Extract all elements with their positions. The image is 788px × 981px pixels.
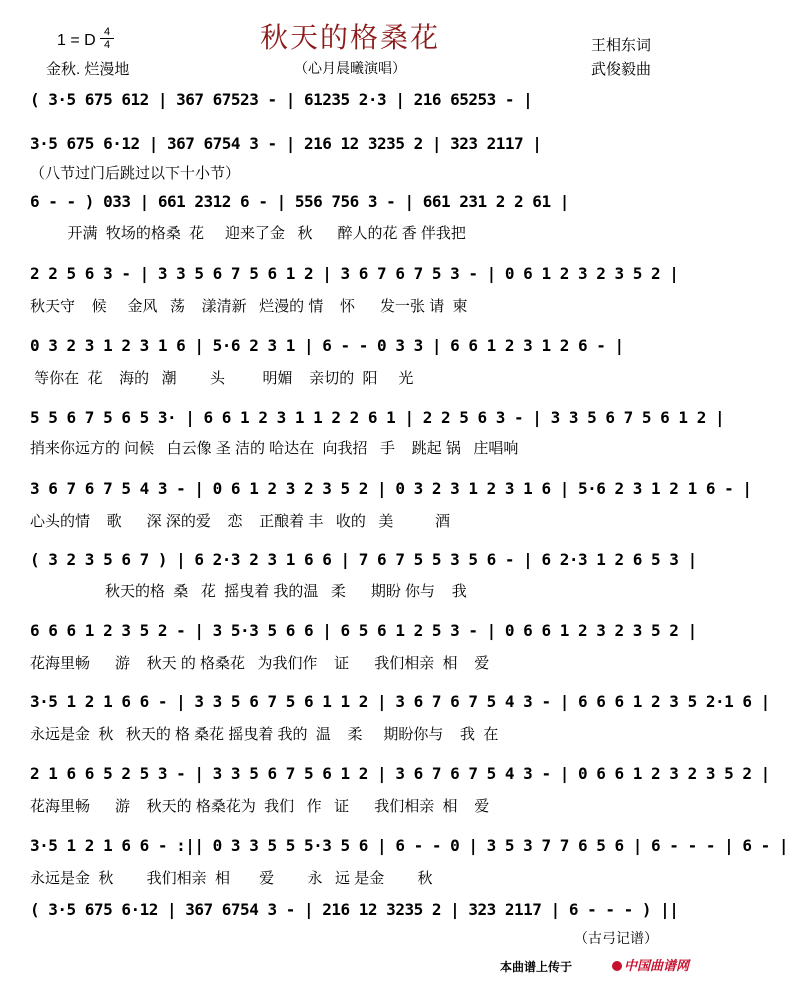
lyric-row: 秋天守 候 金风 荡 漾清新 烂漫的 情 怀 发一张 请 柬 (30, 298, 468, 315)
notation-row: 6 6 6 1 2 3 5 2 - | 3 5·3 5 6 6 | 6 5 6 1 2 5 3 - | 0 6 6 1 2 3 2 3 5 2 | (30, 621, 697, 640)
logo-icon (612, 961, 622, 971)
time-signature (100, 27, 114, 50)
singer-credit: （心月晨曦演唱） (294, 60, 406, 76)
tempo-marking: 金秋. 烂漫地 (46, 61, 130, 78)
notation-row: ( 3 2 3 5 6 7 ) | 6 2·3 2 3 1 6 6 | 7 6 7 5 5 3 5 6 - | 6 2·3 1 2 6 5 3 | (30, 550, 697, 569)
notation-row: 6 - - ) 033 | 661 2312 6 - | 556 756 3 - | 661 231 2 2 61 | (30, 192, 569, 211)
lyric-row: 花海里畅 游 秋天 的 格桑花 为我们作 证 我们相亲 相 爱 (30, 655, 490, 672)
notation-row: 3·5 1 2 1 6 6 - | 3 3 5 6 7 5 6 1 1 2 | 3 6 7 6 7 5 4 3 - | 6 6 6 1 2 3 5 2·1 6 | (30, 692, 770, 711)
notation-row: 3·5 1 2 1 6 6 - :|| 0 3 3 5 5 5·3 5 6 | 6 - - 0 | 3 5 3 7 7 6 5 6 | 6 - - - | 6 - | (30, 836, 788, 855)
notation-row: 2 1 6 6 5 2 5 3 - | 3 3 5 6 7 5 6 1 2 | 3 6 7 6 7 5 4 3 - | 0 6 6 1 2 3 2 3 5 2 | (30, 764, 770, 783)
notation-row: 5 5 6 7 5 6 5 3· | 6 6 1 2 3 1 1 2 2 6 1 | 2 2 5 6 3 - | 3 3 5 6 7 5 6 1 2 | (30, 408, 725, 427)
lyric-row: 捎来你远方的 问候 白云像 圣 洁的 哈达在 向我招 手 跳起 锅 庄唱响 (30, 440, 519, 457)
composer-credit: 武俊毅曲 (591, 61, 652, 78)
lyric-row: 等你在 花 海的 潮 头 明媚 亲切的 阳 光 (30, 370, 414, 387)
site-name: 中国曲谱网 (624, 958, 690, 973)
lyric-row: 开满 牧场的格桑 花 迎来了金 秋 醉人的花 香 伴我把 (30, 225, 466, 242)
notation-row: ( 3·5 675 6·12 | 367 6754 3 - | 216 12 3235 2 | 323 2117 | 6 - - - ) || (30, 900, 679, 919)
lyric-row: 秋天的格 桑 花 摇曳着 我的温 柔 期盼 你与 我 (30, 583, 467, 600)
notation-row: 0 3 2 3 1 2 3 1 6 | 5·6 2 3 1 | 6 - - 0 3 3 | 6 6 1 2 3 1 2 6 - | (30, 336, 624, 355)
notation-row: 3 6 7 6 7 5 4 3 - | 0 6 1 2 3 2 3 5 2 | 0 3 2 3 1 2 3 1 6 | 5·6 2 3 1 2 1 6 - | (30, 479, 752, 498)
lyric-row: 心头的情 歌 深 深的爱 恋 正酿着 丰 收的 美 酒 (30, 513, 451, 530)
meter-bottom: 4 (103, 39, 111, 51)
lyricist-credit: 王相东词 (591, 37, 652, 54)
notation-row: 2 2 5 6 3 - | 3 3 5 6 7 5 6 1 2 | 3 6 7 6 7 5 3 - | 0 6 1 2 3 2 3 5 2 | (30, 264, 679, 283)
instruction-note: （八节过门后跳过以下十小节） (30, 165, 241, 182)
site-logo[interactable] (612, 955, 689, 974)
transcriber-credit: （古弓记谱） (574, 930, 658, 946)
song-title: 秋天的格桑花 (259, 21, 440, 54)
meter-top: 4 (103, 26, 111, 38)
upload-text: 本曲谱上传于 (500, 960, 573, 974)
notation-row: ( 3·5 675 612 | 367 67523 - | 61235 2·3 | 216 65253 - | (30, 90, 533, 109)
lyric-row: 永远是金 秋 秋天的 格 桑花 摇曳着 我的 温 柔 期盼你与 我 在 (30, 726, 499, 743)
lyric-row: 永远是金 秋 我们相亲 相 爱 永 远 是金 秋 (30, 870, 433, 887)
key-signature: 1 = D (57, 32, 96, 49)
notation-row: 3·5 675 6·12 | 367 6754 3 - | 216 12 3235 2 | 323 2117 | (30, 134, 542, 153)
lyric-row: 花海里畅 游 秋天的 格桑花为 我们 作 证 我们相亲 相 爱 (30, 798, 490, 815)
